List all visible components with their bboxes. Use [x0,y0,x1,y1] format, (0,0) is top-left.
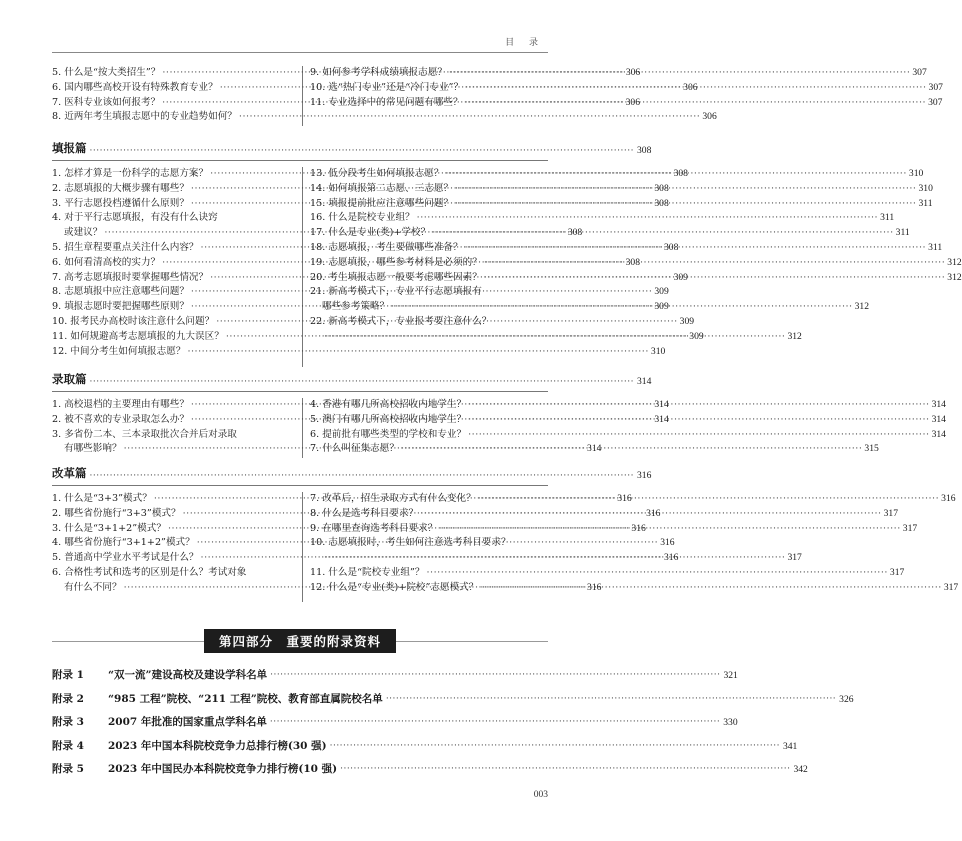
toc-entry[interactable] [310,211,895,226]
toc-entry-title-cont: 有哪些影响？ [64,443,122,455]
leader-dots [445,167,906,182]
appendix-label: 附录 3 [52,716,84,728]
toc-entry-title: 1. 什么是“3+3”模式？ [52,493,152,504]
toc-entry-title: 9. 填报志愿时要把握哪些原则？ [52,301,189,313]
appendix-page: 326 [839,693,854,705]
toc-entry-page: 316 [617,493,632,504]
toc-entry-title: 15. 填报提前批应注意哪些问题？ [310,197,454,209]
toc-entry-page: 311 [928,241,943,253]
section-heading[interactable]: 改革篇 ····· 316 [52,461,548,481]
toc-entry-title: 13. 低分段考生如何填报志愿？ [310,168,444,179]
appendix-label: 附录 2 [52,692,84,705]
toc-entry-page: 308 [625,256,640,268]
appendix-page: 330 [723,717,738,728]
toc-entry-page: 316 [941,493,956,504]
appendix-title: “双一流”建设高校及建设学科名单 [108,669,268,681]
leader-dots [455,182,916,197]
toc-entry-title: 2. 志愿填报的大概步骤有哪些？ [52,182,189,194]
leader-dots [468,398,929,413]
leader-dots [465,81,926,96]
toc-entry-page: 312 [947,256,962,268]
toc-entry[interactable] [310,428,946,443]
toc-entry[interactable] [52,330,704,345]
toc-entry-page: 306 [625,96,640,108]
appendix-list [52,664,854,782]
toc-entry-title: 1. 高校退档的主要理由有哪些？ [52,399,189,410]
toc-entry-page: 308 [567,227,583,239]
leader-dots [426,566,887,581]
toc-entry-page: 307 [928,81,943,93]
leader-dots [468,413,929,428]
leader-dots [484,271,945,286]
toc-entry-title: 7. 医科专业该如何报考？ [52,96,161,108]
toc-entry[interactable] [52,110,717,125]
toc-entry-page: 316 [646,507,661,519]
leader-dots [270,711,720,735]
leader-dots [417,211,878,226]
toc-entry-page: 312 [854,301,869,313]
toc-entry-title: 11. 什么是“院校专业组”？ [310,566,425,578]
appendix-entry[interactable] [52,735,798,759]
appendix-page: 321 [723,670,738,681]
toc-entry-title: 6. 提前批有哪些类型的学校和专业？ [310,428,467,440]
toc-entry-title: 20. 考生填报志愿一般要考虑哪些因素？ [310,271,482,283]
leader-dots [324,551,785,566]
toc-entry-page: 308 [673,168,688,179]
toc-entry-page: 314 [587,443,602,455]
leader-dots [420,507,881,522]
toc-entry-title: 9. 在哪里查询选考科目要求？ [310,522,438,534]
toc-entry-title: 11. 如何规避高考志愿填报的九大误区？ [52,330,224,342]
toc-entry-title: 5. 澳门有哪几所高校招收内地学生？ [310,413,467,425]
toc-entry[interactable] [52,551,679,566]
top-section [52,66,943,125]
toc-entry[interactable] [52,345,666,360]
toc-entry-page: 309 [654,301,669,313]
page-header [52,32,548,53]
right-column [304,398,946,457]
toc-entry[interactable] [310,398,946,413]
toc-entry-title: 8. 近两年考生填报志愿中的专业趋势如何？ [52,111,237,123]
toc-entry-title: 16. 什么是院校专业组？ [310,212,415,224]
toc-entry[interactable] [310,413,946,428]
toc-entry-page: 310 [908,168,924,179]
leader-dots [465,241,926,256]
section-luqu [52,367,946,457]
toc-entry-page: 309 [689,330,704,342]
toc-entry-title: 6. 国内哪些高校开设有特殊教育专业？ [52,81,218,93]
toc-entry-page: 317 [902,522,918,534]
toc-entry-page: 310 [918,182,933,194]
leader-dots [330,735,780,759]
toc-entry-title: 12. 中间分考生如何填报志愿？ [52,345,186,357]
toc-entry-title: 4. 香港有哪几所高校招收内地学生？ [310,399,467,410]
appendix-entry[interactable] [52,711,738,735]
toc-entry-title: 2. 被不喜欢的专业录取怎么办？ [52,413,189,425]
toc-entry-page: 314 [654,399,669,410]
appendix-entry[interactable] [52,664,738,688]
toc-entry-title: 10. 志愿填报时，考生如何注意选考科目要求？ [310,537,511,549]
toc-entry-title: 2. 哪些省份施行“3+3”模式？ [52,507,181,519]
toc-entry-page: 307 [912,67,927,78]
toc-entry[interactable] [310,492,956,507]
toc-entry-title: 5. 招生章程要重点关注什么内容？ [52,241,199,253]
toc-entry-title: 3. 多省份二本、三本录取批次合并后对录取 [52,428,237,440]
page-number: 003 [533,790,548,800]
leader-dots [386,688,836,712]
toc-entry-page: 307 [928,96,943,108]
toc-entry-title: 4. 对于平行志愿填报，有没有什么诀窍 [52,212,218,224]
toc-entry-title: 17. 什么是专业(类)+学校？ [310,227,431,239]
toc-entry-title: 19. 志愿填报，哪些参考材料是必须的？ [310,256,482,268]
toc-entry-page: 317 [889,566,905,578]
toc-entry-title: 22. 新高考模式下，专业报考要注意什么？ [310,315,492,327]
section-rule [52,485,548,486]
appendix-label: 附录 5 [52,763,84,775]
toc-entry-page: 316 [660,537,675,549]
toc-entry-title: 5. 普通高中学业水平考试是什么？ [52,552,199,564]
toc-entry-page: 308 [654,182,669,194]
leader-dots [449,66,910,81]
toc-entry-page: 312 [787,330,802,342]
toc-entry-title: 5. 什么是“按大类招生”？ [52,67,161,78]
toc-entry-title-cont: 或建议？ [64,227,103,239]
toc-entry-title: 1. 怎样才算是一份科学的志愿方案？ [52,168,209,179]
right-column [304,492,959,596]
toc-entry-page: 314 [931,428,946,440]
toc-entry-page: 311 [895,227,910,239]
section-heading[interactable]: 填报篇 ····· 308 [52,136,548,156]
toc-entry-title: 7. 改革后，招生录取方式有什么变化？ [310,493,476,504]
toc-entry-page: 315 [864,443,879,455]
leader-dots [478,492,939,507]
toc-entry-title: 8. 志愿填报中应注意哪些问题？ [52,286,189,298]
toc-entry-page: 309 [654,286,669,298]
toc-entry-page: 306 [702,111,717,123]
leader-dots [455,197,916,212]
toc-entry-page: 309 [673,271,688,283]
toc-entry-page: 310 [650,345,666,357]
toc-entry-title: 10. 报考民办高校时该注意什么问题？ [52,315,215,327]
appendix-entry[interactable] [52,758,808,782]
appendix-title: “985 工程”院校、“211 工程”院校、教育部直属院校名单 [108,692,383,705]
section-heading[interactable]: 录取篇 ····· 314 [52,367,548,387]
toc-entry-title: 18. 志愿填报，考生要做哪些准备？ [310,241,463,253]
toc-entry-page: 306 [683,81,698,93]
toc-entry-title: 6. 合格性考试和选考的区别是什么？考试对象 [52,566,247,578]
toc-entry-title: 3. 什么是“3+1+2”模式？ [52,522,166,534]
leader-dots [432,226,893,241]
appendix-label: 附录 1 [52,669,84,681]
leader-dots [480,581,941,596]
toc-entry-title: 10. 选“热门专业”还是“冷门专业”？ [310,81,464,93]
toc-entry-title: 6. 如何看清高校的实力？ [52,256,161,268]
leader-dots [465,96,926,111]
appendix-title: 2007 年批准的国家重点学科名单 [108,716,267,728]
toc-entry-page: 308 [663,241,679,253]
appendix-title: 2023 年中国本科院校竞争力总排行榜(30 强) [108,739,327,752]
section-rule [52,160,548,161]
toc-entry-title: 11. 专业选择中的常见问题有哪些？ [310,96,463,108]
part-four-banner: 第四部分 重要的附录资料 [204,629,396,653]
toc-entry-title: 8. 什么是选考科目要求？ [310,507,419,519]
leader-dots [401,442,862,457]
toc-entry-title: 14. 如何填报第二志愿、三志愿？ [310,182,454,194]
toc-entry-page: 306 [625,67,641,78]
toc-entry-title: 3. 平行志愿投档遵循什么原则？ [52,197,189,209]
leader-dots [391,300,852,315]
toc-entry-title-cont: 有什么不同？ [64,581,122,593]
toc-entry-title: 7. 高考志愿填报时要掌握哪些情况？ [52,271,209,283]
toc-entry-page: 309 [679,315,695,327]
toc-entry-page: 317 [883,507,898,519]
toc-entry-page: 311 [918,197,933,209]
section-gaige [52,461,959,596]
leader-dots [340,758,790,782]
toc-entry-page: 311 [880,212,895,224]
toc-entry-page: 316 [587,581,602,593]
appendix-entry[interactable] [52,688,854,712]
toc-entry-page: 316 [663,552,679,564]
toc-entry-title: 12. 什么是“专业(类)+院校”志愿模式？ [310,581,479,593]
section-rule [52,391,548,392]
toc-entry-page: 317 [787,552,802,564]
toc-entry-title-cont: 哪些参考策略？ [322,301,390,313]
toc-entry-title: 9. 如何参考学科成绩填报志愿？ [310,67,447,78]
toc-entry-page: 314 [931,399,946,410]
leader-dots [270,664,720,688]
leader-dots [324,330,785,345]
toc-entry-title: 21. 新高考模式下，专业平行志愿填报有 [310,286,482,298]
toc-entry-page: 314 [654,413,669,425]
toc-entry-page: 316 [631,522,646,534]
leader-dots [468,428,929,443]
appendix-title: 2023 年中国民办本科院校竞争力排行榜(10 强) [108,763,338,775]
appendix-label: 附录 4 [52,739,84,752]
section-tianbao [52,136,962,359]
toc-entry-page: 312 [947,271,962,283]
toc-entry-title: 7. 什么叫征集志愿？ [310,443,399,455]
leader-dots [484,256,945,271]
toc-entry[interactable] [310,566,905,581]
toc-entry-title: 4. 哪些省份施行“3+1+2”模式？ [52,537,195,549]
appendix-page: 342 [793,764,808,775]
toc-entry-page: 317 [943,581,959,593]
header-title: 目 录 [505,38,544,48]
appendix-page: 341 [782,740,798,752]
leader-dots [439,522,900,537]
toc-entry-page: 308 [654,197,669,209]
toc-entry-page: 314 [931,413,946,425]
